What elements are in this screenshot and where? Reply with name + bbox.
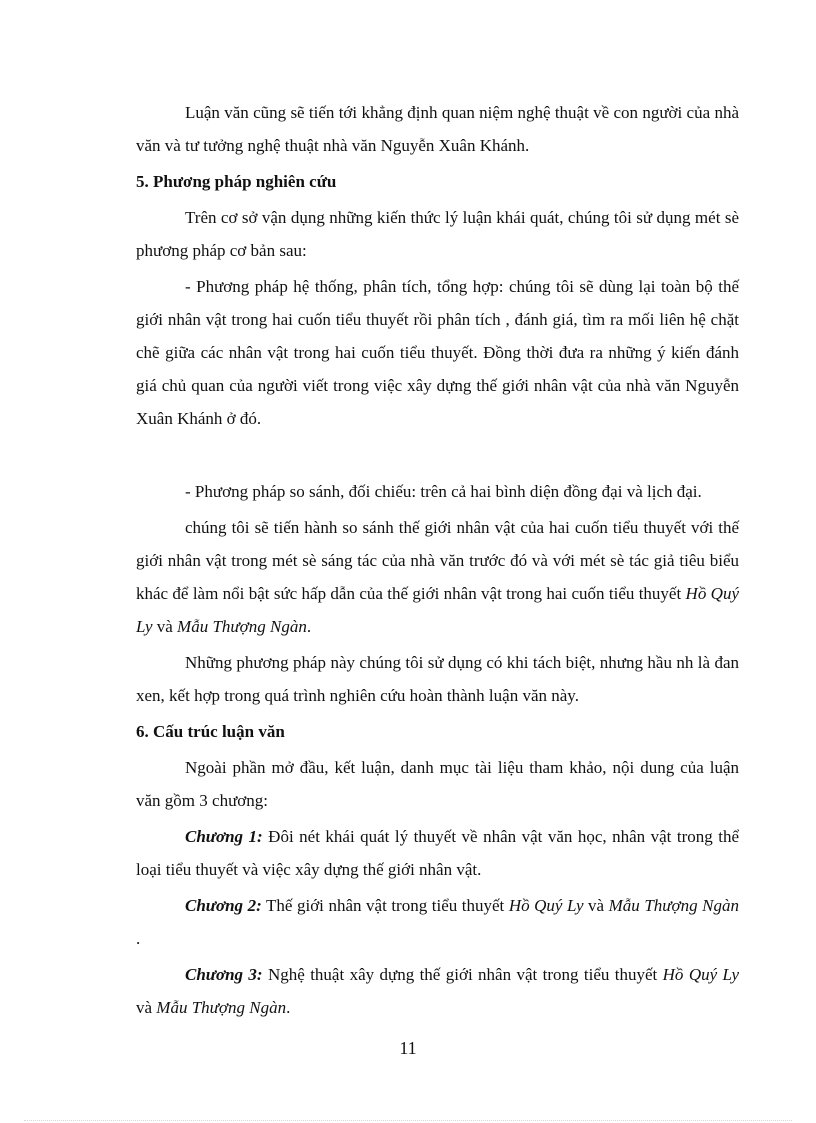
blank-gap: [136, 435, 739, 475]
book-title-mau-thuong-ngan: Mẫu Thượng Ngàn: [608, 896, 740, 915]
chapter-1-entry: [136, 820, 739, 886]
book-title-ho-quy-ly: Hồ Quý Ly: [508, 896, 584, 915]
chapter-1-label: Chương 1:: [185, 827, 263, 846]
chapter-2-text: Thế giới nhân vật trong tiểu thuyết: [261, 896, 509, 915]
book-title-mau-thuong-ngan: Mẫu Thượng Ngàn: [177, 617, 307, 636]
chapter-1-text: Đôi nét khái quát lý thuyết về nhân vật văn học, nhân vật trong thể loại tiểu thuyết và việc xây dựng thế giới nhân vật.: [136, 827, 740, 879]
sentence-end: .: [306, 617, 312, 636]
chapter-2-entry: [136, 889, 739, 955]
paragraph-methods-combined: Những phương pháp này chúng tôi sử dụng có khi tách biệt, nhưng hầu nh là đan xen, kết hợp trong quá trình nghiên cứu hoàn thành luận văn này.: [136, 653, 739, 705]
section-heading-thesis-structure: 6. Cấu trúc luận văn: [136, 722, 285, 741]
book-title-ho-quy-ly: Hồ Quý Ly: [662, 965, 740, 984]
conjunction-text: và: [152, 617, 178, 636]
paragraph-method-comparison: - Phương pháp so sánh, đối chiếu: trên cả hai bình diện đồng đại và lịch đại.: [185, 482, 702, 501]
page-bottom-divider: [24, 1120, 792, 1121]
comparison-text: chúng tôi sẽ tiến hành so sánh thế giới nhân vật của hai cuốn tiểu thuyết với thế giới nhân vật trong mét sè sáng tác của nhà văn trước đó và với mét sè tác giả tiêu biểu khác để làm nổi bật sức hấp dẫn của thế giới nhân vật trong hai cuốn tiểu thuyết: [136, 518, 739, 603]
book-title-mau-thuong-ngan: Mẫu Thượng Ngàn: [156, 998, 287, 1017]
conjunction-text: và: [136, 998, 157, 1017]
paragraph-methods-intro: Trên cơ sở vận dụng những kiến thức lý luận khái quát, chúng tôi sử dụng mét sè phương pháp cơ bản sau:: [136, 208, 739, 260]
chapter-3-label: Chương 3:: [185, 965, 263, 984]
page-body: [136, 96, 739, 1024]
paragraph-structure-intro: Ngoài phần mở đầu, kết luận, danh mục tài liệu tham khảo, nội dung của luận văn gồm 3 chương:: [136, 758, 739, 810]
chapter-2-label: Chương 2:: [185, 896, 262, 915]
sentence-end: .: [136, 929, 141, 948]
page-number: 11: [399, 1038, 417, 1058]
book-title-ho-quy-ly: Hồ Quý Ly: [136, 584, 739, 636]
paragraph-conclusion-aim: Luận văn cũng sẽ tiến tới khẳng định quan niệm nghệ thuật về con người của nhà văn và tư tưởng nghệ thuật nhà văn Nguyễn Xuân Khánh.: [136, 103, 739, 155]
conjunction-text: và: [583, 896, 609, 915]
paragraph-method-system-analysis: - Phương pháp hệ thống, phân tích, tổng hợp: chúng tôi sẽ dùng lại toàn bộ thế giới nhân vật trong hai cuốn tiểu thuyết rồi phân tích , đánh giá, tìm ra mối liên hệ chặt chẽ giữa các nhân vật trong hai cuốn tiểu thuyết. Đồng thời đưa ra những ý kiến đánh giá chủ quan của người viết trong việc xây dựng thế giới nhân vật của nhà văn Nguyễn Xuân Khánh ở đó.: [136, 277, 739, 428]
chapter-3-text: Nghệ thuật xây dựng thế giới nhân vật trong tiểu thuyết: [262, 965, 663, 984]
section-heading-research-methods: 5. Phương pháp nghiên cứu: [136, 172, 337, 191]
chapter-3-entry: [136, 958, 739, 1024]
paragraph-comparison-detail: [136, 511, 739, 643]
sentence-end: .: [286, 998, 291, 1017]
